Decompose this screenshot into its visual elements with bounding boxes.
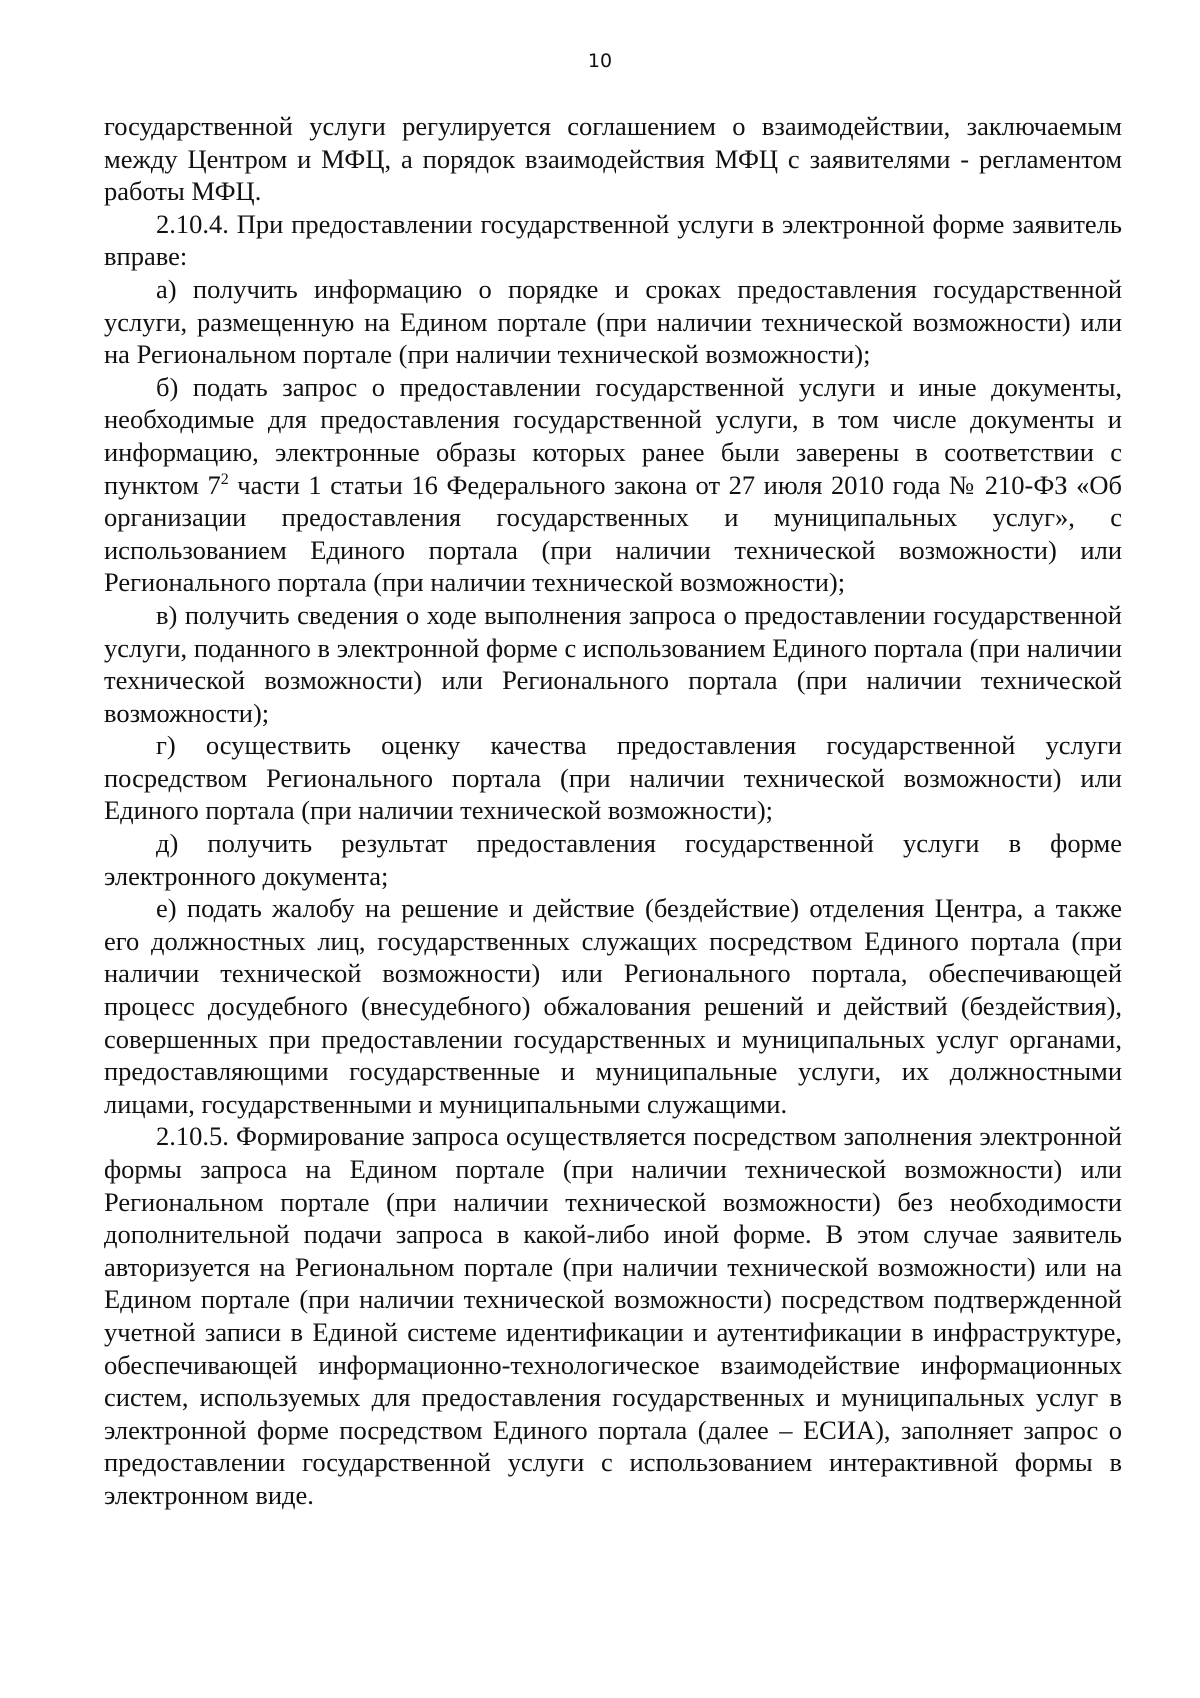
paragraph-item-b (104, 371, 1122, 599)
paragraph-2-10-4: 2.10.4. При предоставлении государственной услуги в электронной форме заявитель вправе: (104, 208, 1122, 272)
paragraph-item-b-text-after: части 1 статьи 16 Федерального закона от 27 июля 2010 года № 210-ФЗ «Об организации предоставления государственных и муниципальных услуг», с использованием Единого портала (при наличии технической возможности) или Регионального портала (при наличии технической возможности); (104, 469, 1122, 598)
paragraph-continuation: государственной услуги регулируется соглашением о взаимодействии, заключаемым между Центром и МФЦ, а порядок взаимодействия МФЦ с заявителями - регламентом работы МФЦ. (104, 111, 1122, 207)
paragraph-item-e: е) подать жалобу на решение и действие (бездействие) отделения Центра, а также его должностных лиц, государственных служащих посредством Единого портала (при наличии технической возможности) или Регионального портала, обеспечивающей процесс досудебного (внесудебного) обжалования решений и действий (бездействия), совершенных при предоставлении государственных и муниципальных услуг органами, предоставляющими государственные и муниципальные услуги, их должностными лицами, государственными и муниципальными служащими. (104, 893, 1122, 1119)
paragraph-item-b-superscript: 2 (220, 470, 229, 488)
paragraph-item-d: д) получить результат предоставления государственной услуги в форме электронного документа; (104, 828, 1122, 891)
paragraph-item-a: а) получить информацию о порядке и сроках предоставления государственной услуги, размещенную на Едином портале (при наличии технической возможности) или на Региональном портале (при наличии технической возможности); (104, 273, 1122, 370)
paragraph-item-g: г) осуществить оценку качества предоставления государственной услуги посредством Регионального портала (при наличии технической возможности) или Единого портала (при наличии технической возможности); (104, 730, 1122, 826)
document-body (104, 110, 1122, 1512)
paragraph-item-v: в) получить сведения о ходе выполнения запроса о предоставлении государственной услуги, поданного в электронной форме с использованием Единого портала (при наличии технической возможности) или Регионального портала (при наличии технической возможности); (104, 599, 1122, 728)
page-number: 10 (587, 50, 613, 72)
paragraph-item-b-text-before: б) подать запрос о предоставлении государственной услуги и иные документы, необходимые для предоставления государственной услуги, в том числе документы и информацию, электронные образы которых ранее были заверены в соответствии с пунктом 7 (104, 371, 1122, 500)
paragraph-2-10-5: 2.10.5. Формирование запроса осуществляется посредством заполнения электронной формы запроса на Едином портале (при наличии технической возможности) или Региональном портале (при наличии технической возможности) без необходимости дополнительной подачи запроса в какой-либо иной форме. В этом случае заявитель авторизуется на Региональном портале (при наличии технической возможности) или на Едином портале (при наличии технической возможности) посредством подтвержденной учетной записи в Единой системе идентификации и аутентификации в инфраструктуре, обеспечивающей информационно-технологическое взаимодействие информационных систем, используемых для предоставления государственных и муниципальных услуг в электронной форме посредством Единого портала (далее – ЕСИА), заполняет запрос о предоставлении государственной услуги с использованием интерактивной формы в электронном виде. (104, 1121, 1122, 1510)
